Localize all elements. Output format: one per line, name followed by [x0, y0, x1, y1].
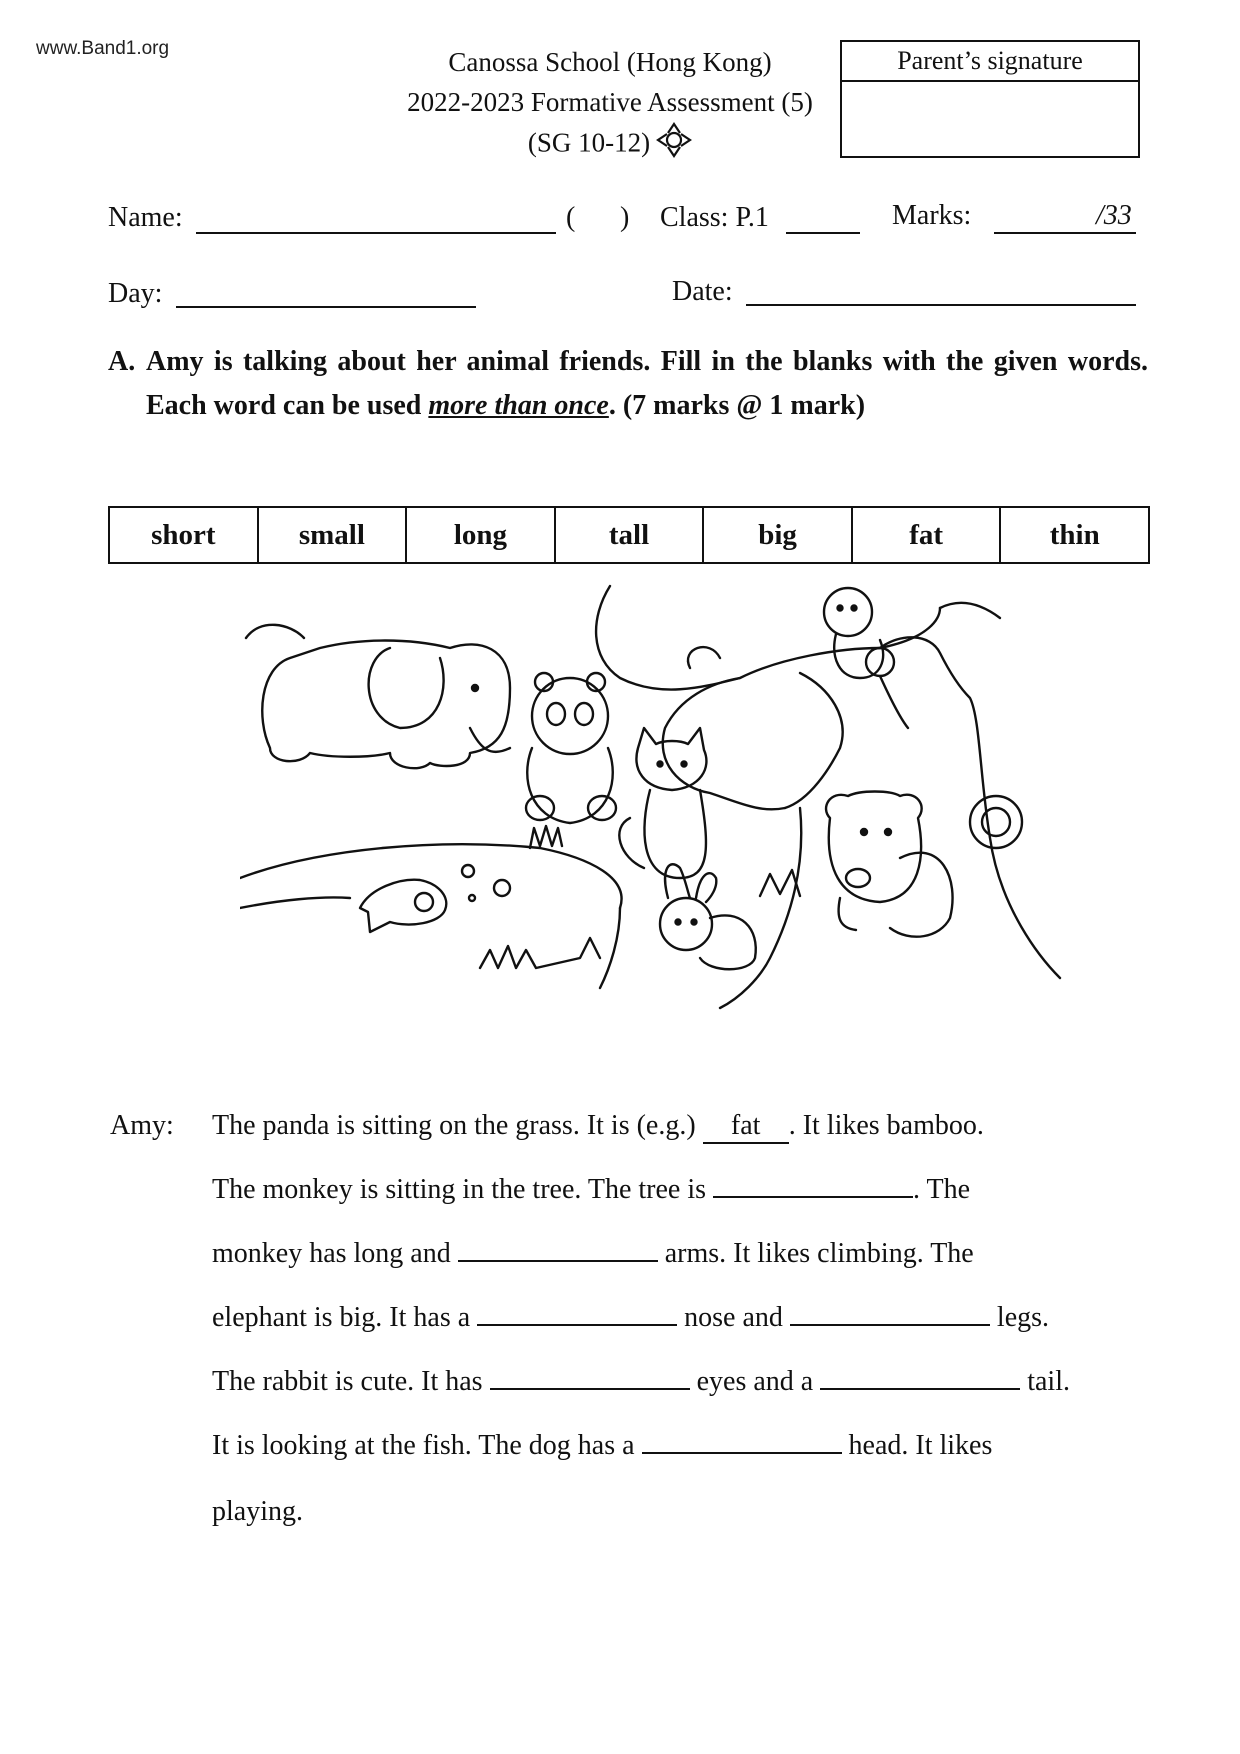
passage-line-2 — [212, 1174, 970, 1206]
passage-text: elephant is big. It has a — [212, 1302, 471, 1333]
passage-text: . The — [913, 1174, 971, 1205]
watermark: www.Band1.org — [36, 38, 170, 59]
question-text-after: . (7 marks @ 1 mark) — [608, 390, 866, 421]
grade-line — [330, 122, 890, 169]
class-number-open-paren: ( — [566, 202, 576, 233]
answer-blank-1[interactable] — [713, 1196, 913, 1198]
word-bank-cell: thin — [1049, 519, 1100, 551]
speaker-label: Amy: — [110, 1110, 174, 1141]
answer-blank-3[interactable] — [477, 1324, 677, 1326]
answer-blank-7[interactable] — [642, 1452, 842, 1454]
passage-text: The monkey is sitting in the tree. The tree is — [212, 1174, 707, 1205]
sun-icon — [656, 122, 692, 169]
name-field[interactable] — [196, 232, 556, 234]
passage-text: . It likes bamboo. — [788, 1110, 984, 1141]
fish-illustration — [360, 880, 446, 932]
word-bank-cell: big — [704, 508, 853, 562]
animal-illustration — [240, 578, 1080, 1083]
marks-field[interactable] — [994, 232, 1136, 234]
passage-line-7 — [212, 1496, 303, 1528]
passage-text: head. It likes — [848, 1430, 993, 1461]
elephant-illustration — [246, 625, 510, 768]
pond-illustration — [240, 844, 622, 988]
example-answer: fat — [703, 1110, 789, 1144]
grade-label: (SG 10-12) — [527, 127, 651, 158]
word-bank-cell: small — [259, 508, 408, 562]
passage-text: eyes and a — [696, 1366, 814, 1397]
word-bank-cell: long — [407, 508, 556, 562]
question-text-before: Amy is talking about her animal friends. Fill in the blanks with the given words. Each word can be used — [146, 346, 1148, 421]
marks-label: Marks: — [892, 200, 972, 231]
passage-text: tail. — [1027, 1366, 1070, 1397]
passage-line-5 — [212, 1366, 1070, 1398]
passage-text: It is looking at the fish. The dog has a — [212, 1430, 635, 1461]
word-bank-cell: fat — [853, 508, 1002, 562]
class-label: Class: P.1 — [660, 202, 769, 233]
passage-text: The rabbit is cute. It has — [212, 1366, 483, 1397]
tree-illustration — [596, 586, 1060, 1008]
answer-blank-5[interactable] — [490, 1388, 690, 1390]
answer-blank-2[interactable] — [458, 1260, 658, 1262]
page-header — [330, 42, 890, 169]
passage-text: nose and — [684, 1302, 783, 1333]
day-field[interactable] — [176, 306, 476, 308]
word-bank-cell: short — [110, 508, 259, 562]
marks-total: /33 — [1096, 200, 1132, 231]
passage-line-1 — [212, 1110, 984, 1144]
answer-blank-4[interactable] — [790, 1324, 990, 1326]
date-label: Date: — [672, 276, 733, 307]
date-field[interactable] — [746, 304, 1136, 306]
question-emphasis: more than once — [428, 390, 609, 421]
question-number: A. — [108, 346, 136, 377]
passage-line-6 — [212, 1430, 992, 1462]
passage-text: The panda is sitting on the grass. It is (e.g.) — [212, 1110, 696, 1141]
name-label: Name: — [108, 202, 183, 233]
parent-signature-box[interactable] — [840, 40, 1140, 158]
day-label: Day: — [108, 278, 163, 309]
assessment-title: 2022-2023 Formative Assessment (5) — [407, 87, 813, 117]
word-bank-table — [108, 506, 1150, 564]
passage-text: arms. It likes climbing. The — [664, 1238, 974, 1269]
parent-signature-label: Parent’s signature — [842, 42, 1138, 82]
school-name: Canossa School (Hong Kong) — [448, 47, 772, 77]
passage-text: playing. — [212, 1496, 303, 1527]
passage-line-4 — [212, 1302, 1049, 1334]
word-bank-cell: tall — [556, 508, 705, 562]
class-number-close-paren: ) — [620, 202, 630, 233]
dog-illustration — [826, 792, 953, 937]
answer-blank-6[interactable] — [820, 1388, 1020, 1390]
passage-text: legs. — [996, 1302, 1050, 1333]
rabbit-illustration — [660, 864, 756, 969]
class-field[interactable] — [786, 232, 860, 234]
panda-illustration — [526, 673, 616, 823]
passage-line-3 — [212, 1238, 974, 1270]
passage-text: monkey has long and — [212, 1238, 451, 1269]
question-a-instructions — [108, 340, 1148, 428]
